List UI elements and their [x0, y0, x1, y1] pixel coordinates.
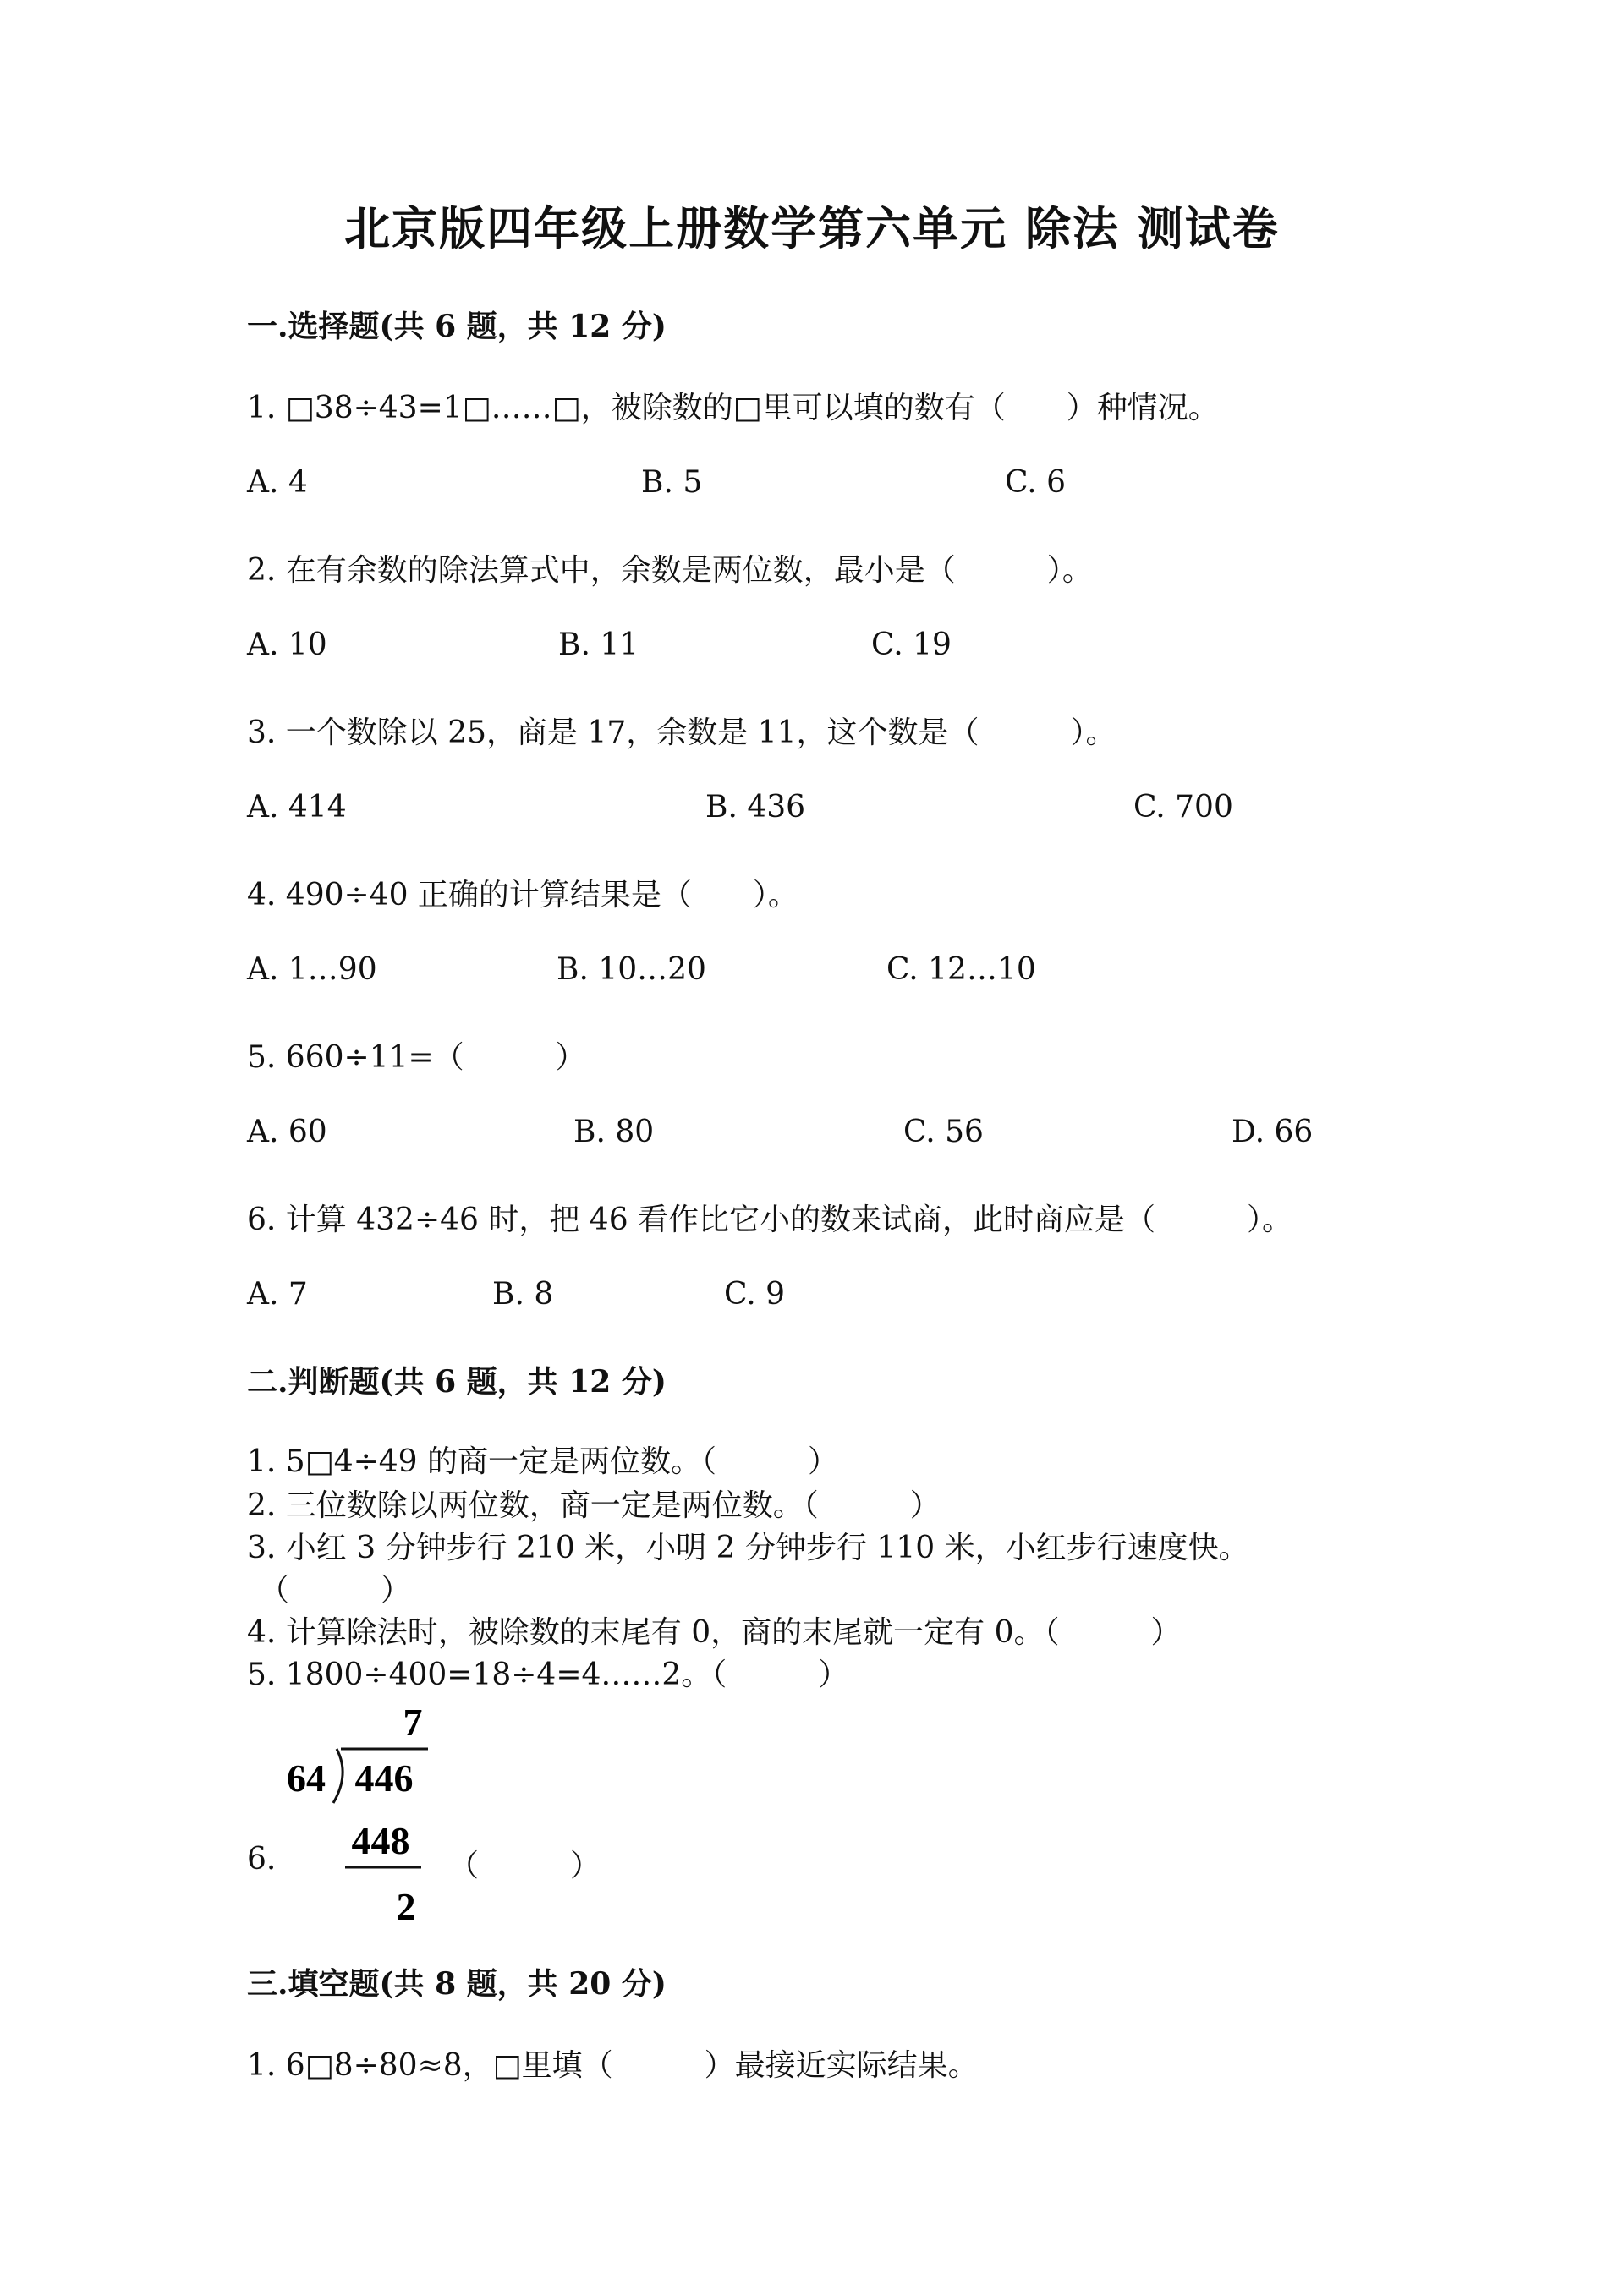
section-title-fill: 三.填空题(共 8 题，共 20 分) — [247, 1966, 667, 2002]
long-division-dividend: 446 — [354, 1756, 414, 1800]
fill-question-1: 1. 6□8÷80≈8，□里填（ ）最接近实际结果。 — [247, 2048, 979, 2083]
judgment-question-3: 3. 小红 3 分钟步行 210 米，小明 2 分钟步行 110 米，小红步行速度快。 — [247, 1531, 1249, 1565]
long-division-product: 448 — [351, 1819, 410, 1862]
choice-question-4: 4. 490÷40 正确的计算结果是（ ）。 — [247, 878, 798, 912]
choice-option: B. 5 — [641, 465, 703, 500]
choice-option: B. 8 — [492, 1277, 554, 1312]
long-division-remainder: 2 — [396, 1885, 416, 1925]
long-division-quotient: 7 — [403, 1701, 423, 1744]
choice-option: A. 10 — [247, 627, 327, 662]
choice-question-6: 6. 计算 432÷46 时，把 46 看作比它小的数来试商，此时商应是（ ）。 — [247, 1203, 1293, 1237]
judgment-question-5: 5. 1800÷400=18÷4=4……2。（ ） — [247, 1658, 849, 1692]
section-title-choice: 一.选择题(共 6 题，共 12 分) — [247, 309, 667, 344]
choice-option: A. 1…90 — [247, 952, 377, 987]
choice-question-2: 2. 在有余数的除法算式中，余数是两位数，最小是（ ）。 — [247, 553, 1093, 588]
choice-question-3: 3. 一个数除以 25，商是 17，余数是 11，这个数是（ ）。 — [247, 715, 1116, 750]
choice-option: B. 10…20 — [557, 952, 706, 987]
choice-option: C. 56 — [903, 1115, 984, 1149]
choice-option: C. 6 — [1005, 465, 1067, 500]
section-title-judgment: 二.判断题(共 6 题，共 12 分) — [247, 1364, 667, 1400]
judgment-question-4: 4. 计算除法时，被除数的末尾有 0，商的末尾就一定有 0。（ ） — [247, 1615, 1182, 1650]
choice-option: B. 11 — [558, 627, 639, 662]
choice-option: C. 19 — [871, 627, 952, 662]
choice-option: B. 80 — [573, 1115, 655, 1149]
long-division-divisor: 64 — [287, 1756, 326, 1800]
choice-option: C. 12…10 — [886, 952, 1036, 987]
judgment-question-2: 2. 三位数除以两位数，商一定是两位数。（ ） — [247, 1488, 941, 1523]
choice-question-5: 5. 660÷11=（ ） — [247, 1040, 586, 1075]
choice-option: B. 436 — [705, 790, 806, 825]
choice-option: C. 700 — [1133, 790, 1233, 825]
choice-option: A. 7 — [247, 1277, 308, 1312]
judgment-question-6-blank: （ ） — [448, 1849, 601, 1883]
judgment-question-3-blank: （ ） — [259, 1573, 412, 1608]
page-title: 北京版四年级上册数学第六单元 除法 测试卷 — [344, 201, 1280, 255]
judgment-question-6-number: 6. — [247, 1842, 277, 1877]
choice-option: A. 4 — [247, 465, 308, 500]
choice-option: A. 414 — [247, 790, 347, 825]
judgment-question-1: 1. 5□4÷49 的商一定是两位数。（ ） — [247, 1444, 839, 1479]
choice-question-1: 1. □38÷43=1□……□，被除数的□里可以填的数有（ ）种情况。 — [247, 391, 1219, 425]
choice-option: A. 60 — [247, 1115, 327, 1149]
choice-option: C. 9 — [724, 1277, 786, 1312]
long-division-figure — [277, 1696, 447, 1925]
choice-option: D. 66 — [1232, 1115, 1314, 1149]
